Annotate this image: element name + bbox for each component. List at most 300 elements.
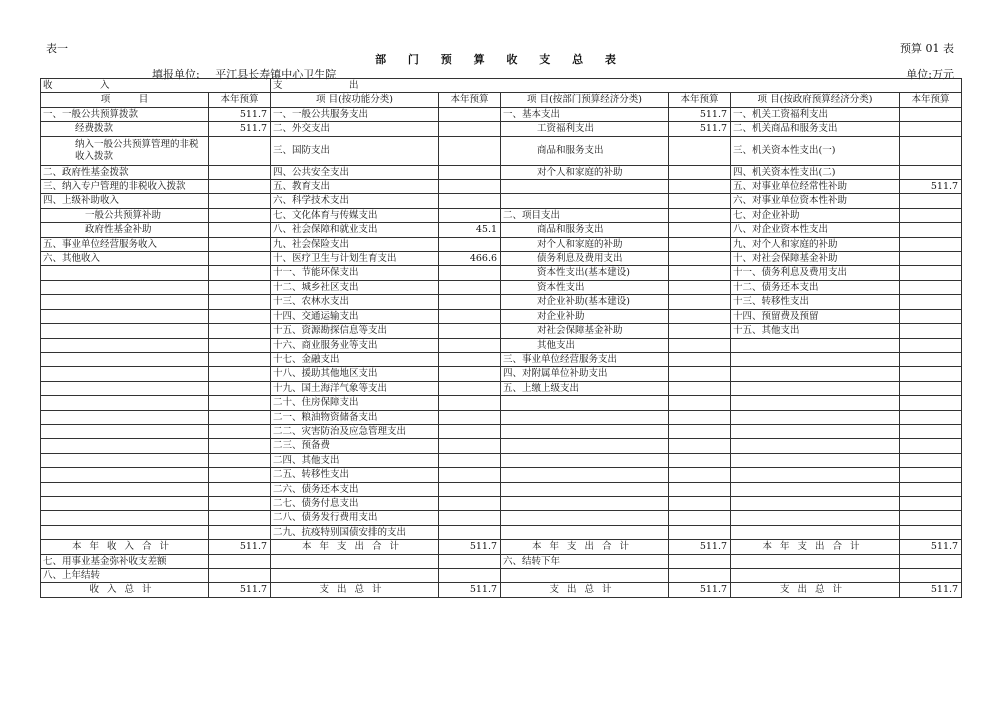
dept-item-cell: 对企业补助 [501, 309, 669, 323]
func-amount-cell [439, 309, 501, 323]
income-section-header: 收 入 [41, 79, 271, 93]
func-amount-cell [439, 107, 501, 121]
gov-amount-cell [900, 424, 962, 438]
dept-amount-cell [669, 180, 731, 194]
dept-item-cell [501, 194, 669, 208]
func-item-cell: 十二、城乡社区支出 [271, 280, 439, 294]
gov-total-value: 511.7 [900, 540, 962, 554]
func-item-cell: 一、一般公共服务支出 [271, 107, 439, 121]
gov-amount-cell [900, 208, 962, 222]
dept-item-cell: 三、事业单位经营服务支出 [501, 352, 669, 366]
table-row [41, 554, 962, 568]
gov-amount-cell [900, 367, 962, 381]
func-item-cell [271, 569, 439, 583]
gov-amount-cell [900, 439, 962, 453]
income-amount-cell [209, 223, 271, 237]
income-item-cell [41, 295, 209, 309]
gov-item-cell: 十、对社会保障基金补助 [731, 252, 900, 266]
func-item-cell: 二八、债务发行费用支出 [271, 511, 439, 525]
income-amount-cell [209, 237, 271, 251]
dept-total-label: 本年支出合计 [501, 540, 669, 554]
income-amount-cell [209, 338, 271, 352]
dept-amount-cell [669, 252, 731, 266]
gov-amount-cell [900, 396, 962, 410]
func-amount-cell [439, 237, 501, 251]
func-amount-cell [439, 208, 501, 222]
table-row [41, 439, 962, 453]
dept-amount-cell: 511.7 [669, 122, 731, 136]
func-amount-cell [439, 424, 501, 438]
page-title: 部 门 预 算 收 支 总 表 [375, 53, 625, 66]
gov-item-cell [731, 338, 900, 352]
income-item-cell [41, 525, 209, 539]
dept-grand-label: 支出总计 [501, 583, 669, 597]
gov-grand-value: 511.7 [900, 583, 962, 597]
income-amount-cell [209, 324, 271, 338]
dept-item-cell [501, 180, 669, 194]
dept-amount-cell [669, 136, 731, 165]
func-amount-cell [439, 396, 501, 410]
income-item-cell: 八、上年结转 [41, 569, 209, 583]
func-amount-cell: 466.6 [439, 252, 501, 266]
income-item-cell: 四、上级补助收入 [41, 194, 209, 208]
table-row [41, 410, 962, 424]
dept-item-cell: 四、对附属单位补助支出 [501, 367, 669, 381]
dept-item-cell [501, 482, 669, 496]
gov-item-cell [731, 410, 900, 424]
income-amount-cell [209, 309, 271, 323]
income-amount-cell [209, 482, 271, 496]
func-item-cell: 五、教育支出 [271, 180, 439, 194]
dept-total-value: 511.7 [669, 540, 731, 554]
income-item-cell: 一、一般公共预算拨款 [41, 107, 209, 121]
gov-amount-cell [900, 136, 962, 165]
func-item-cell [271, 554, 439, 568]
dept-item-cell: 对个人和家庭的补助 [501, 165, 669, 179]
dept-item-cell: 对个人和家庭的补助 [501, 237, 669, 251]
income-item-cell [41, 482, 209, 496]
dept-item-cell [501, 439, 669, 453]
table-row [41, 165, 962, 179]
gov-amount-cell [900, 194, 962, 208]
dept-item-cell: 其他支出 [501, 338, 669, 352]
income-amount-cell [209, 453, 271, 467]
func-amount-cell [439, 468, 501, 482]
func-item-cell: 十四、交通运输支出 [271, 309, 439, 323]
dept-amount-cell: 511.7 [669, 107, 731, 121]
func-item-cell: 十、医疗卫生与计划生育支出 [271, 252, 439, 266]
dept-amount-cell [669, 511, 731, 525]
gov-amount-cell [900, 482, 962, 496]
dept-item-cell: 工资福利支出 [501, 122, 669, 136]
table-row [41, 381, 962, 395]
gov-item-cell [731, 468, 900, 482]
dept-amount-cell [669, 324, 731, 338]
income-item-cell [41, 352, 209, 366]
func-item-cell: 十九、国土海洋气象等支出 [271, 381, 439, 395]
dept-item-cell: 二、项目支出 [501, 208, 669, 222]
table-row [41, 252, 962, 266]
table-row [41, 324, 962, 338]
gov-amount-cell [900, 309, 962, 323]
income-amount-cell [209, 252, 271, 266]
dept-grand-value: 511.7 [669, 583, 731, 597]
income-item-cell [41, 410, 209, 424]
income-amount-cell [209, 295, 271, 309]
income-item-cell [41, 496, 209, 510]
income-item-cell: 七、用事业基金弥补收支差额 [41, 554, 209, 568]
income-item-cell: 政府性基金补助 [41, 223, 209, 237]
dept-amount-cell [669, 223, 731, 237]
income-amount-cell [209, 136, 271, 165]
gov-amount-cell [900, 569, 962, 583]
table-row [41, 511, 962, 525]
gov-item-cell: 十五、其他支出 [731, 324, 900, 338]
income-amount-cell [209, 367, 271, 381]
income-amount-cell [209, 511, 271, 525]
income-item-cell: 经费拨款 [41, 122, 209, 136]
func-item-cell: 六、科学技术支出 [271, 194, 439, 208]
dept-item-cell [501, 468, 669, 482]
gov-item-cell: 二、机关商品和服务支出 [731, 122, 900, 136]
income-amount-cell [209, 424, 271, 438]
income-item-cell: 五、事业单位经营服务收入 [41, 237, 209, 251]
func-item-cell: 二十、住房保障支出 [271, 396, 439, 410]
income-total-value: 511.7 [209, 540, 271, 554]
unit-label: 单位:万元 [906, 68, 954, 81]
func-amount-cell [439, 496, 501, 510]
gov-item-cell: 十一、债务利息及费用支出 [731, 266, 900, 280]
dept-item-cell: 商品和服务支出 [501, 136, 669, 165]
gov-item-cell: 十三、转移性支出 [731, 295, 900, 309]
gov-amount-cell [900, 165, 962, 179]
dept-amount-cell [669, 280, 731, 294]
column-header-row [41, 93, 962, 107]
dept-item-cell [501, 511, 669, 525]
table-row [41, 309, 962, 323]
income-amount-cell [209, 381, 271, 395]
totals-row [41, 540, 962, 554]
func-amount-cell [439, 554, 501, 568]
func-amount-cell [439, 266, 501, 280]
table-row [41, 396, 962, 410]
dept-amount-cell [669, 309, 731, 323]
expense-section-header: 支 出 [271, 79, 962, 93]
grand-total-row [41, 583, 962, 597]
func-grand-label: 支出总计 [271, 583, 439, 597]
income-item-cell: 一般公共预算补助 [41, 208, 209, 222]
gov-amount-cell [900, 453, 962, 467]
col-dept-item: 项 目(按部门预算经济分类) [501, 93, 669, 107]
func-item-cell: 二五、转移性支出 [271, 468, 439, 482]
func-item-cell: 二九、抗疫特别国债安排的支出 [271, 525, 439, 539]
income-item-cell: 六、其他收入 [41, 252, 209, 266]
table-row [41, 136, 962, 165]
form-code: 预算 01 表 [900, 42, 954, 55]
dept-amount-cell [669, 424, 731, 438]
dept-amount-cell [669, 525, 731, 539]
dept-amount-cell [669, 266, 731, 280]
func-amount-cell [439, 324, 501, 338]
col-amount: 本年预算 [900, 93, 962, 107]
gov-item-cell [731, 525, 900, 539]
gov-item-cell: 三、机关资本性支出(一) [731, 136, 900, 165]
income-amount-cell [209, 266, 271, 280]
func-total-value: 511.7 [439, 540, 501, 554]
dept-amount-cell [669, 410, 731, 424]
gov-item-cell [731, 496, 900, 510]
dept-item-cell: 商品和服务支出 [501, 223, 669, 237]
func-item-cell: 四、公共安全支出 [271, 165, 439, 179]
func-item-cell: 十三、农林水支出 [271, 295, 439, 309]
dept-amount-cell [669, 569, 731, 583]
gov-amount-cell [900, 324, 962, 338]
col-income-item: 项 目 [41, 93, 209, 107]
table-row [41, 453, 962, 467]
income-item-cell [41, 468, 209, 482]
table-row [41, 280, 962, 294]
gov-item-cell [731, 511, 900, 525]
gov-amount-cell [900, 511, 962, 525]
gov-amount-cell [900, 338, 962, 352]
dept-amount-cell [669, 295, 731, 309]
col-amount: 本年预算 [669, 93, 731, 107]
gov-item-cell: 十四、预留费及预留 [731, 309, 900, 323]
func-amount-cell [439, 410, 501, 424]
dept-amount-cell [669, 453, 731, 467]
table-row [41, 468, 962, 482]
func-amount-cell [439, 453, 501, 467]
col-func-item: 项 目(按功能分类) [271, 93, 439, 107]
func-amount-cell [439, 511, 501, 525]
table-row [41, 367, 962, 381]
income-item-cell [41, 266, 209, 280]
income-amount-cell [209, 208, 271, 222]
func-amount-cell [439, 122, 501, 136]
gov-item-cell: 一、机关工资福利支出 [731, 107, 900, 121]
gov-amount-cell [900, 496, 962, 510]
func-item-cell: 二一、粮油物资储备支出 [271, 410, 439, 424]
income-item-cell [41, 309, 209, 323]
gov-item-cell [731, 396, 900, 410]
dept-item-cell [501, 396, 669, 410]
dept-amount-cell [669, 468, 731, 482]
income-amount-cell [209, 439, 271, 453]
func-amount-cell [439, 352, 501, 366]
income-amount-cell [209, 396, 271, 410]
gov-amount-cell [900, 122, 962, 136]
table-row [41, 569, 962, 583]
col-gov-item: 项 目(按政府预算经济分类) [731, 93, 900, 107]
filler-name: 平江县长寿镇中心卫生院 [215, 68, 337, 81]
gov-item-cell [731, 453, 900, 467]
table-row [41, 223, 962, 237]
gov-amount-cell [900, 525, 962, 539]
income-item-cell [41, 324, 209, 338]
income-amount-cell [209, 496, 271, 510]
gov-item-cell [731, 424, 900, 438]
func-amount-cell [439, 482, 501, 496]
col-amount: 本年预算 [439, 93, 501, 107]
func-item-cell: 七、文化体育与传媒支出 [271, 208, 439, 222]
gov-amount-cell [900, 352, 962, 366]
dept-amount-cell [669, 165, 731, 179]
dept-amount-cell [669, 381, 731, 395]
income-item-cell: 纳入一般公共预算管理的非税收入拨款 [41, 136, 209, 165]
table-number: 表一 [46, 42, 68, 55]
income-amount-cell [209, 280, 271, 294]
gov-amount-cell [900, 223, 962, 237]
income-item-cell [41, 338, 209, 352]
col-amount: 本年预算 [209, 93, 271, 107]
func-amount-cell [439, 136, 501, 165]
func-item-cell: 十五、资源勘探信息等支出 [271, 324, 439, 338]
income-amount-cell: 511.7 [209, 122, 271, 136]
dept-item-cell: 债务利息及费用支出 [501, 252, 669, 266]
dept-item-cell: 一、基本支出 [501, 107, 669, 121]
dept-amount-cell [669, 482, 731, 496]
gov-item-cell [731, 482, 900, 496]
func-item-cell: 三、国防支出 [271, 136, 439, 165]
func-item-cell: 二六、债务还本支出 [271, 482, 439, 496]
func-item-cell: 十七、金融支出 [271, 352, 439, 366]
func-item-cell: 二三、预备费 [271, 439, 439, 453]
gov-amount-cell [900, 252, 962, 266]
table-row [41, 525, 962, 539]
dept-item-cell [501, 424, 669, 438]
dept-item-cell: 对社会保障基金补助 [501, 324, 669, 338]
gov-item-cell: 八、对企业资本性支出 [731, 223, 900, 237]
dept-amount-cell [669, 396, 731, 410]
table-row [41, 338, 962, 352]
gov-amount-cell: 511.7 [900, 180, 962, 194]
income-item-cell [41, 511, 209, 525]
table-row [41, 107, 962, 121]
gov-amount-cell [900, 237, 962, 251]
filler-label: 填报单位: [152, 68, 200, 81]
gov-amount-cell [900, 381, 962, 395]
func-item-cell: 二七、债务付息支出 [271, 496, 439, 510]
gov-amount-cell [900, 295, 962, 309]
func-item-cell: 二二、灾害防治及应急管理支出 [271, 424, 439, 438]
gov-amount-cell [900, 107, 962, 121]
func-amount-cell [439, 439, 501, 453]
income-item-cell [41, 439, 209, 453]
dept-amount-cell [669, 352, 731, 366]
func-amount-cell: 45.1 [439, 223, 501, 237]
func-item-cell: 十八、援助其他地区支出 [271, 367, 439, 381]
func-amount-cell [439, 165, 501, 179]
income-item-cell [41, 381, 209, 395]
gov-amount-cell [900, 468, 962, 482]
func-item-cell: 二四、其他支出 [271, 453, 439, 467]
gov-item-cell [731, 352, 900, 366]
income-item-cell [41, 280, 209, 294]
table-row [41, 496, 962, 510]
dept-item-cell [501, 525, 669, 539]
dept-item-cell: 资本性支出(基本建设) [501, 266, 669, 280]
income-grand-value: 511.7 [209, 583, 271, 597]
table-row [41, 208, 962, 222]
dept-amount-cell [669, 496, 731, 510]
table-row [41, 482, 962, 496]
dept-amount-cell [669, 208, 731, 222]
func-amount-cell [439, 180, 501, 194]
income-amount-cell [209, 468, 271, 482]
dept-item-cell: 五、上缴上级支出 [501, 381, 669, 395]
income-amount-cell [209, 180, 271, 194]
income-item-cell: 二、政府性基金拨款 [41, 165, 209, 179]
func-item-cell: 十六、商业服务业等支出 [271, 338, 439, 352]
func-item-cell: 十一、节能环保支出 [271, 266, 439, 280]
func-total-label: 本年支出合计 [271, 540, 439, 554]
table-row [41, 237, 962, 251]
dept-item-cell [501, 410, 669, 424]
budget-table [40, 78, 962, 598]
func-amount-cell [439, 381, 501, 395]
dept-amount-cell [669, 338, 731, 352]
income-item-cell [41, 453, 209, 467]
table-row [41, 122, 962, 136]
income-total-label: 本年收入合计 [41, 540, 209, 554]
section-header-row [41, 79, 962, 93]
func-amount-cell [439, 295, 501, 309]
income-amount-cell [209, 165, 271, 179]
income-amount-cell: 511.7 [209, 107, 271, 121]
dept-item-cell [501, 569, 669, 583]
gov-amount-cell [900, 266, 962, 280]
table-row [41, 352, 962, 366]
table-row [41, 266, 962, 280]
dept-item-cell [501, 496, 669, 510]
income-grand-label: 收入总计 [41, 583, 209, 597]
income-item-cell [41, 396, 209, 410]
dept-amount-cell [669, 554, 731, 568]
gov-item-cell: 九、对个人和家庭的补助 [731, 237, 900, 251]
gov-item-cell: 五、对事业单位经常性补助 [731, 180, 900, 194]
gov-item-cell [731, 569, 900, 583]
income-item-cell: 三、纳入专户管理的非税收入拨款 [41, 180, 209, 194]
table-row [41, 194, 962, 208]
func-amount-cell [439, 525, 501, 539]
income-amount-cell [209, 410, 271, 424]
gov-amount-cell [900, 280, 962, 294]
func-amount-cell [439, 338, 501, 352]
gov-item-cell: 六、对事业单位资本性补助 [731, 194, 900, 208]
gov-item-cell: 四、机关资本性支出(二) [731, 165, 900, 179]
income-item-cell [41, 367, 209, 381]
income-amount-cell [209, 352, 271, 366]
func-item-cell: 八、社会保障和就业支出 [271, 223, 439, 237]
table-row [41, 180, 962, 194]
gov-grand-label: 支出总计 [731, 583, 900, 597]
func-amount-cell [439, 280, 501, 294]
gov-amount-cell [900, 410, 962, 424]
dept-item-cell [501, 453, 669, 467]
gov-item-cell: 七、对企业补助 [731, 208, 900, 222]
func-grand-value: 511.7 [439, 583, 501, 597]
dept-amount-cell [669, 194, 731, 208]
gov-total-label: 本年支出合计 [731, 540, 900, 554]
gov-item-cell [731, 367, 900, 381]
func-amount-cell [439, 569, 501, 583]
income-amount-cell [209, 194, 271, 208]
func-item-cell: 二、外交支出 [271, 122, 439, 136]
dept-amount-cell [669, 237, 731, 251]
income-amount-cell [209, 554, 271, 568]
func-item-cell: 九、社会保险支出 [271, 237, 439, 251]
income-item-cell [41, 424, 209, 438]
